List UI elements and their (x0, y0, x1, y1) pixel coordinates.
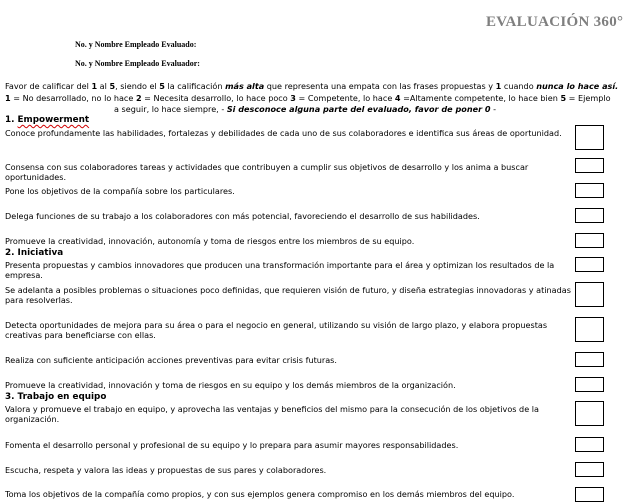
instructions-line-2: 1 = No desarrollado, no lo hace 2 = Necesita desarrollo, lo hace poco 3 = Competente, lo hace 4 =Altamente competente, lo hace bien 5 = Ejemplo (5, 93, 611, 103)
score-input-box[interactable] (575, 437, 604, 452)
score-input-box[interactable] (575, 377, 604, 392)
instructions-line-3: a seguir, lo hace siempre, - Si desconoce alguna parte del evaluado, favor de poner 0 - (114, 104, 497, 114)
score-input-box[interactable] (575, 208, 604, 223)
score-input-box[interactable] (575, 183, 604, 198)
score-input-box[interactable] (575, 233, 604, 248)
question-item: Detecta oportunidades de mejora para su área o para el negocio en general, utilizando su visión de largo plazo, y elabora propuestas creativas para beneficiarse con ellas. (5, 320, 548, 340)
question-item: Delega funciones de su trabajo a los colaboradores con más potencial, favoreciendo el desarrollo de sus habilidades. (5, 211, 480, 221)
score-input-box[interactable] (575, 352, 604, 367)
section-heading-empowerment: 1. Empowerment (5, 115, 90, 125)
question-item: Consensa con sus colaboradores tareas y actividades que contribuyen a cumplir sus objetivos de desarrollo y los anima a buscar oportunidades. (5, 162, 529, 182)
question-item: Promueve la creatividad, innovación, autonomía y toma de riesgos entre los miembros de su equipo. (5, 236, 415, 246)
question-item: Presenta propuestas y cambios innovadores que producen una transformación importante para el área y optimizan los resultados de la empresa. (5, 260, 555, 280)
evaluator-employee-label: No. y Nombre Empleado Evaluador: (75, 59, 200, 68)
question-item: Fomenta el desarrollo personal y profesional de su equipo y lo prepara para asumir mayores responsabilidades. (5, 440, 459, 450)
score-input-box[interactable] (575, 462, 604, 477)
section-heading-trabajo-en-equipo: 3. Trabajo en equipo (5, 392, 107, 402)
evaluated-employee-label: No. y Nombre Empleado Evaluado: (75, 40, 197, 49)
score-input-box[interactable] (575, 282, 604, 307)
score-input-box[interactable] (575, 401, 604, 426)
score-input-box[interactable] (575, 317, 604, 342)
score-input-box[interactable] (575, 158, 604, 173)
section-heading-iniciativa: 2. Iniciativa (5, 248, 64, 258)
question-item: Realiza con suficiente anticipación acciones preventivas para evitar crisis futuras. (5, 355, 337, 365)
score-input-box[interactable] (575, 125, 604, 150)
question-item: Toma los objetivos de la compañía como propios, y con sus ejemplos genera compromiso en los demás miembros del equipo. (5, 489, 515, 499)
question-item: Valora y promueve el trabajo en equipo, y aprovecha las ventajas y beneficios del mismo para la consecución de los objetivos de la organización. (5, 404, 539, 424)
question-item: Pone los objetivos de la compañía sobre los particulares. (5, 186, 235, 196)
score-input-box[interactable] (575, 487, 604, 502)
instructions-line-1: Favor de calificar del 1 al 5, siendo el 5 la calificación más alta que representa una empata con las frases propuestas y 1 cuando nunca lo hace así. (5, 81, 619, 91)
score-input-box[interactable] (575, 257, 604, 272)
document-title: EVALUACIÓN 360° (486, 14, 624, 30)
question-item: Se adelanta a posibles problemas o situaciones poco definidas, que requieren visión de futuro, y diseña estrategias innovadoras y atinadas para resolverlas. (5, 285, 571, 305)
question-item: Conoce profundamente las habilidades, fortalezas y debilidades de cada uno de sus colaboradores e identifica sus áreas de oportunidad. (5, 128, 562, 138)
question-item: Promueve la creatividad, innovación y toma de riesgos en su equipo y los demás miembros de la organización. (5, 380, 456, 390)
question-item: Escucha, respeta y valora las ideas y propuestas de sus pares y colaboradores. (5, 465, 327, 475)
